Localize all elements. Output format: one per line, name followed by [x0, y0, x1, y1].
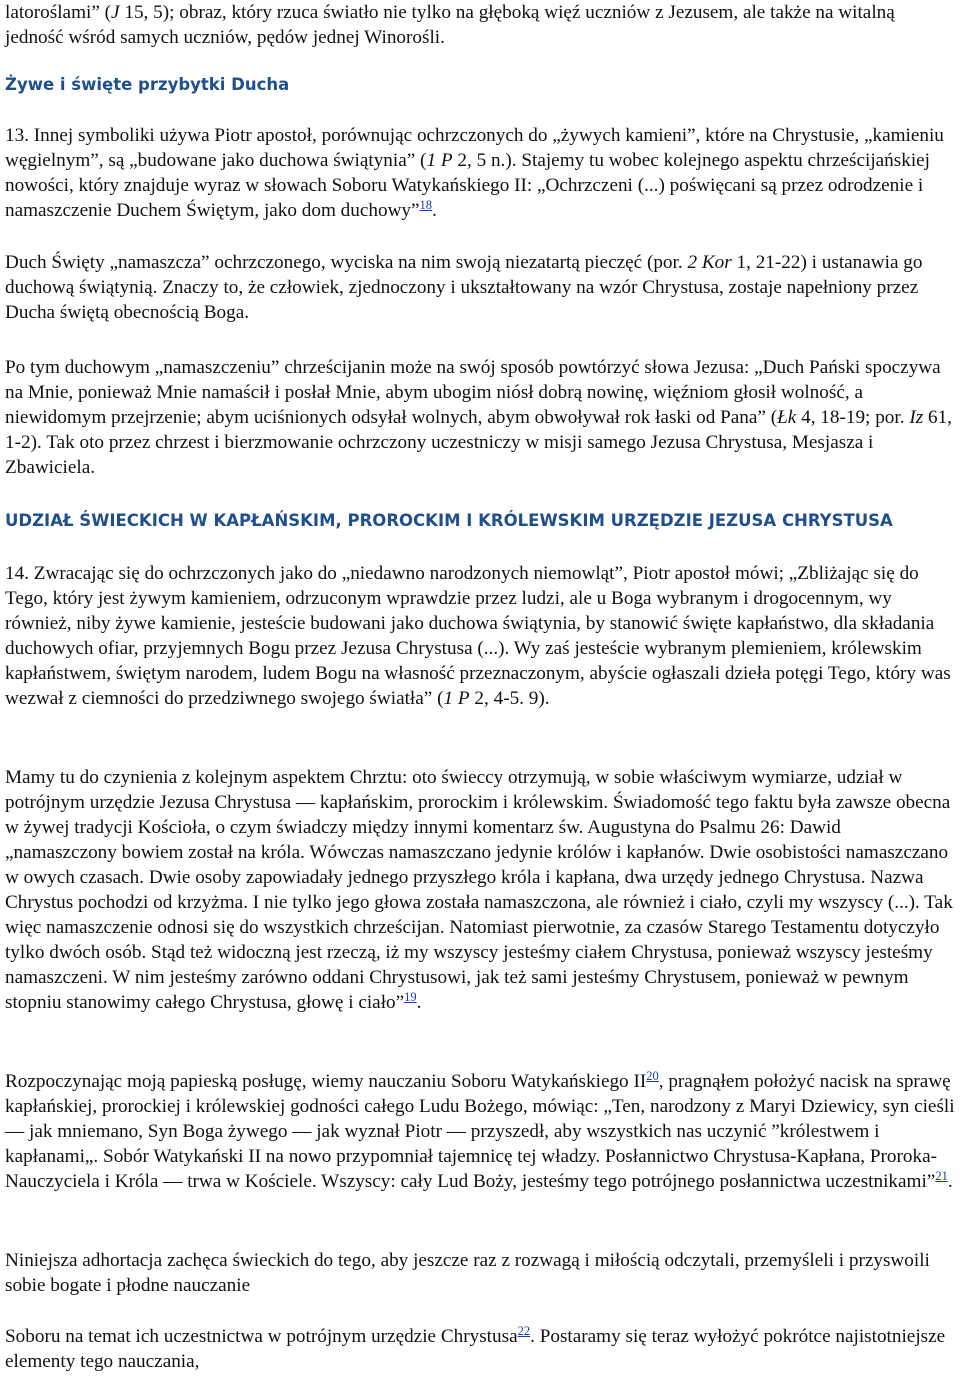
scripture-ref: Iz: [909, 407, 924, 428]
paragraph-14: 14. Zwracając się do ochrzczonych jako do „niedawno narodzonych niemowląt”, Piotr apostoł mówi; „Zbliżając się do Tego, który jest żywym kamieniem, odrzuconym wprawdzie przez ludzi, ale u Boga wybranym i drogocennym, wy również, niby żywe kamienie, jesteście budowani jako duchowa świątynia, by stanowić święte kapłaństwo, dla składania duchowych ofiar, przyjemnych Bogu przez Jezusa Chrystusa (...). Wy zaś jesteście wybranym plemieniem, królewskim kapłaństwem, świętym narodem, ludem Bogu na własność przeznaczonym, abyście ogłaszali dzieła potęgi Tego, który was wezwał z ciemności do przedziwnego swojego światła” (1 P 2, 4-5. 9).: [5, 563, 951, 709]
scripture-ref: J: [111, 2, 120, 23]
paragraph-13: 13. Innej symboliki używa Piotr apostoł, porównując ochrzczonych do „żywych kamieni”, które na Chrystusie, „kamieniu węgielnym”, są „budowane jako duchowa świątynia” (1 P 2, 5 n.). Stajemy tu wobec kolejnego aspektu chrześcijańskiej nowości, który znajduje wyraz w słowach Soboru Watykańskiego II: „Ochrzczeni (...) poświęcani są przez odrodzenie i namaszczenie Duchem Świętym, jako dom duchowy”$^{18}$.: [5, 125, 944, 221]
footnote-link-20[interactable]: 20: [646, 1069, 659, 1083]
scripture-ref: 2 Kor: [687, 252, 732, 273]
scripture-ref: 1 P: [443, 688, 470, 709]
scripture-ref: 1 P: [426, 150, 453, 171]
paragraph-anointing: Po tym duchowym „namaszczeniu” chrześcijanin może na swój sposób powtórzyć słowa Jezusa: „Duch Pański spoczywa na Mnie, ponieważ Mnie namaścił i posłał Mnie, abym ubogim niósł dobrą nowinę, więźniom głosił wolność, a niewidomym przejrzenie; abym uciśnionych odsyłał wolnych, abym obwoływał rok łaski od Pana” (Łk 4, 18-19; por. Iz 61, 1-2). Tak oto przez chrzest i bierzmowanie ochrzczony uczestniczy w misji samego Jezusa Chrystusa, Mesjasza i Zbawiciela.: [5, 357, 952, 478]
section-heading-threefold-office: UDZIAŁ ŚWIECKICH W KAPŁAŃSKIM, PROROCKIM I KRÓLEWSKIM URZĘDZIE JEZUSA CHRYSTUSA: [5, 511, 893, 530]
paragraph-intro: latoroślami” (J 15, 5); obraz, który rzuca światło nie tylko na głęboką więź uczniów z Jezusem, ale także na witalną jedność wśród samych uczniów, pędów jednej Winorośli.: [5, 2, 895, 48]
paragraph-baptism-aspect: Mamy tu do czynienia z kolejnym aspektem Chrztu: oto świeccy otrzymują, w sobie właściwym wymiarze, udział w potrójnym urzędzie Jezusa Chrystusa — kapłańskim, prorockim i królewskim. Świadomość tego faktu była zawsze obecna w żywej tradycji Kościoła, o czym świadczy między innymi komentarz św. Augustyna do Psalmu 26: Dawid „namaszczony bowiem został na króla. Wówczas namaszczano jedynie królów i kapłanów. Dwie osobistości namaszczano w owych czasach. Dwie osoby zapowiadały jednego przyszłego króla i kapłana, dwa urzędy jednego Chrystusa. Nazwa Chrystus pochodzi od krzyżma. I nie tylko jego głowa została namaszczona, ale również i ciało, czyli my wszyscy (...). Tak więc namaszczenie odnosi się do wszystkich chrześcijan. Natomiast pierwotnie, za czasów Starego Testamentu dotyczyło tylko dwóch osób. Stąd też widoczną jest rzeczą, iż my wszyscy jesteśmy ciałem Chrystusa, ponieważ wszyscy jesteśmy namaszczeni. W nim jesteśmy zarówno oddani Chrystusowi, jak też sami jesteśmy Chrystusem, ponieważ w pewnym stopniu stanowimy całego Chrystusa, głowę i ciało”$^{19}$.: [5, 767, 953, 1013]
footnote-link-21[interactable]: 21: [935, 1169, 948, 1183]
paragraph-papal-ministry: Rozpoczynając moją papieską posługę, wiemy nauczaniu Soboru Watykańskiego II$^{20}$, pragnąłem położyć nacisk na sprawę kapłańskiej, prorockiej i królewskiej godności całego Ludu Bożego, mówiąc: „Ten, narodzony z Maryi Dziewicy, syn cieśli — jak mniemano, Syn Boga żywego — jak wyznał Piotr — przyszedł, aby wszystkich nas uczynić ”królestwem i kapłanami„. Sobór Watykański II na nowo przypomniał tajemnicę tej władzy. Posłannictwo Chrystusa-Kapłana, Proroka-Nauczyciela i Króla — trwa w Kościele. Wszyscy: cały Lud Boży, jesteśmy tego potrójnego posłannictwa uczestnikami”$^{21}$.: [5, 1069, 955, 1192]
paragraph-council-teaching: Soboru na temat ich uczestnictwa w potrójnym urzędzie Chrystusa$^{22}$. Postaramy się teraz wyłożyć pokrótce najistotniejsze elementy tego nauczania,: [5, 1324, 946, 1372]
scripture-ref: Łk: [777, 407, 797, 428]
footnote-link-22[interactable]: 22: [517, 1324, 531, 1338]
section-heading-living-temples: Żywe i święte przybytki Ducha: [5, 75, 290, 94]
paragraph-holy-spirit: Duch Święty „namaszcza” ochrzczonego, wyciska na nim swoją niezatartą pieczęć (por. 2 Kor 1, 21-22) i ustanawia go duchową świątynią. Znaczy to, że człowiek, zjednoczony i ukształtowany na wzór Chrystusa, zostaje napełniony przez Ducha świętą obecnością Boga.: [5, 252, 923, 323]
footnote-link-19[interactable]: 19: [404, 990, 417, 1004]
footnote-link-18[interactable]: 18: [419, 198, 433, 212]
paragraph-exhortation: Niniejsza adhortacja zachęca świeckich do tego, aby jeszcze raz z rozwagą i miłością odczytali, przemyśleli i przyswoili sobie bogate i płodne nauczanie: [5, 1250, 930, 1296]
